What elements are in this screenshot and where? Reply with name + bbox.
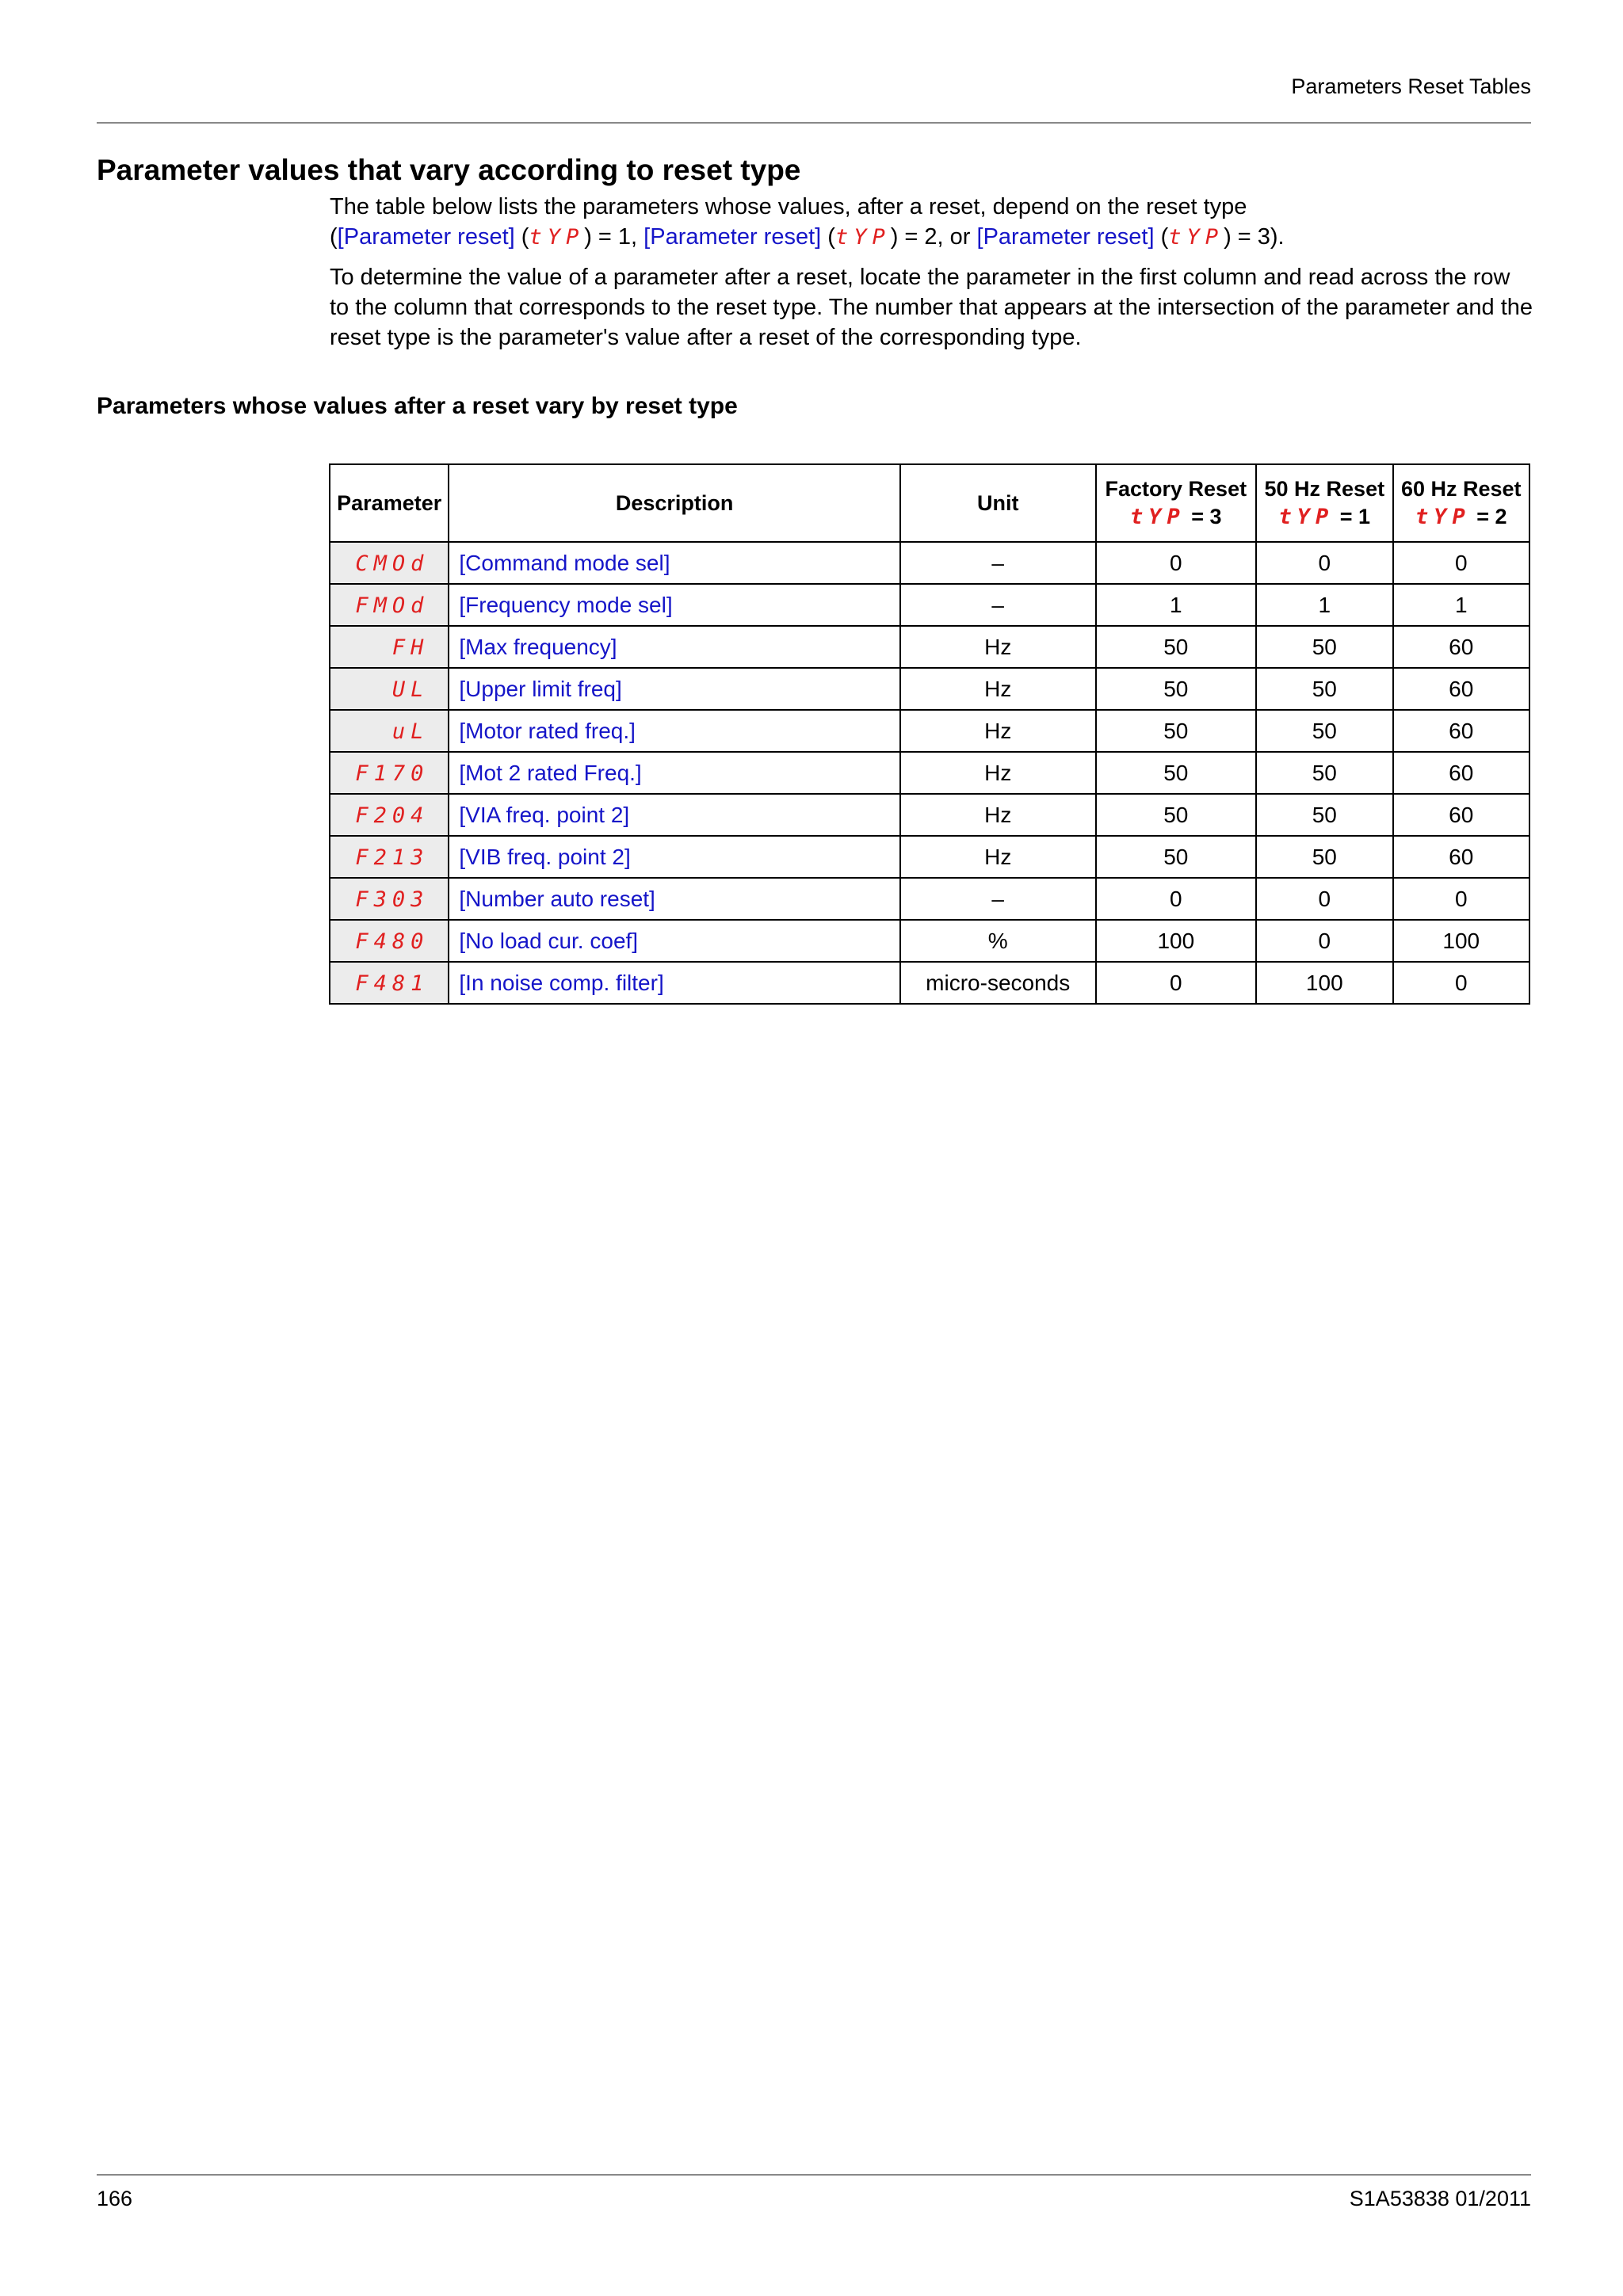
parameter-description-cell bbox=[449, 584, 900, 626]
table-row bbox=[330, 626, 1529, 668]
section-heading: Parameter values that vary according to reset type bbox=[97, 154, 801, 186]
reset-values-table bbox=[329, 463, 1530, 1005]
60hz-reset-value: 0 bbox=[1454, 550, 1468, 575]
parameter-description[interactable]: [No load cur. coef] bbox=[459, 928, 639, 953]
factory-reset-value: 50 bbox=[1163, 676, 1189, 701]
parameter-code: F204 bbox=[355, 803, 430, 828]
parameter-reset-link-1[interactable]: [Parameter reset] bbox=[337, 224, 515, 250]
parameter-code: UL bbox=[391, 677, 430, 702]
factory-reset-value: 1 bbox=[1170, 592, 1182, 617]
table-header-row bbox=[330, 464, 1529, 542]
60hz-reset-value-cell bbox=[1393, 836, 1529, 878]
unit-cell-cell bbox=[900, 542, 1096, 584]
60hz-reset-value-cell bbox=[1393, 752, 1529, 794]
parameter-description[interactable]: [VIB freq. point 2] bbox=[459, 844, 631, 869]
parameter-description-cell bbox=[449, 710, 900, 752]
50hz-reset-value: 50 bbox=[1312, 844, 1337, 869]
50hz-reset-value-cell bbox=[1256, 836, 1392, 878]
typ-code-3: tYP bbox=[1168, 225, 1224, 250]
parameter-code-cell bbox=[330, 584, 449, 626]
parameter-code: F480 bbox=[355, 929, 430, 954]
parameter-description[interactable]: [VIA freq. point 2] bbox=[459, 802, 630, 827]
60hz-reset-value: 60 bbox=[1449, 844, 1474, 869]
unit-cell-cell bbox=[900, 752, 1096, 794]
factory-reset-value: 50 bbox=[1163, 844, 1189, 869]
factory-reset-value: 50 bbox=[1163, 718, 1189, 743]
intro-line-1: The table below lists the parameters whose values, after a reset, depend on the reset type bbox=[330, 194, 1247, 219]
50hz-reset-value: 1 bbox=[1318, 592, 1331, 617]
50hz-reset-value-cell bbox=[1256, 962, 1392, 1004]
50hz-reset-value-cell bbox=[1256, 710, 1392, 752]
factory-reset-value-cell bbox=[1096, 584, 1257, 626]
factory-reset-value-cell bbox=[1096, 920, 1257, 962]
factory-reset-value-cell bbox=[1096, 836, 1257, 878]
50hz-reset-value-cell bbox=[1256, 794, 1392, 836]
parameter-description[interactable]: [Command mode sel] bbox=[459, 550, 670, 575]
50hz-reset-value: 50 bbox=[1312, 760, 1337, 785]
unit-cell-cell bbox=[900, 710, 1096, 752]
60hz-reset-value-cell bbox=[1393, 542, 1529, 584]
60hz-reset-value: 60 bbox=[1449, 760, 1474, 785]
factory-reset-value-cell bbox=[1096, 668, 1257, 710]
parameter-reset-link-3[interactable]: [Parameter reset] bbox=[976, 224, 1155, 250]
header-unit: Unit bbox=[900, 464, 1096, 542]
table-row bbox=[330, 542, 1529, 584]
parameter-description-cell bbox=[449, 542, 900, 584]
header-60hz-reset: 60 Hz Reset tYP = 2 bbox=[1393, 464, 1529, 542]
60hz-reset-value: 60 bbox=[1449, 634, 1474, 659]
typ-code: tYP bbox=[1130, 505, 1186, 529]
factory-reset-value-cell bbox=[1096, 710, 1257, 752]
header-factory-reset: Factory Reset tYP = 3 bbox=[1096, 464, 1257, 542]
parameter-description-cell bbox=[449, 962, 900, 1004]
unit-cell-cell bbox=[900, 668, 1096, 710]
table-row bbox=[330, 710, 1529, 752]
50hz-reset-value: 50 bbox=[1312, 676, 1337, 701]
50hz-reset-value-cell bbox=[1256, 878, 1392, 920]
60hz-reset-value-cell bbox=[1393, 962, 1529, 1004]
factory-reset-value-cell bbox=[1096, 626, 1257, 668]
parameter-code: FH bbox=[391, 635, 430, 660]
table-title: Parameters whose values after a reset vary by reset type bbox=[97, 393, 738, 419]
unit-cell: Hz bbox=[984, 844, 1012, 869]
unit-cell: Hz bbox=[984, 634, 1012, 659]
50hz-reset-value: 100 bbox=[1305, 970, 1343, 995]
typ-code: tYP bbox=[1415, 505, 1471, 529]
unit-cell-cell bbox=[900, 626, 1096, 668]
footer-rule bbox=[97, 2174, 1531, 2176]
parameter-code-cell bbox=[330, 626, 449, 668]
50hz-reset-value-cell bbox=[1256, 626, 1392, 668]
50hz-reset-value-cell bbox=[1256, 584, 1392, 626]
factory-reset-value: 0 bbox=[1170, 550, 1182, 575]
unit-cell: Hz bbox=[984, 676, 1012, 701]
running-header: Parameters Reset Tables bbox=[1291, 74, 1531, 98]
header-parameter: Parameter bbox=[330, 464, 449, 542]
factory-reset-value-cell bbox=[1096, 962, 1257, 1004]
parameter-description[interactable]: [Frequency mode sel] bbox=[459, 592, 673, 617]
unit-cell-cell bbox=[900, 794, 1096, 836]
parameter-description[interactable]: [Upper limit freq] bbox=[459, 676, 622, 701]
50hz-reset-value: 0 bbox=[1318, 550, 1331, 575]
parameter-code-cell bbox=[330, 836, 449, 878]
60hz-reset-value: 60 bbox=[1449, 718, 1474, 743]
parameter-code: CMOd bbox=[355, 551, 430, 576]
table-body bbox=[330, 542, 1529, 1004]
table-row bbox=[330, 794, 1529, 836]
parameter-code: FMOd bbox=[355, 593, 430, 618]
factory-reset-value-cell bbox=[1096, 752, 1257, 794]
50hz-reset-value: 0 bbox=[1318, 928, 1331, 953]
parameter-description-cell bbox=[449, 878, 900, 920]
factory-reset-value-cell bbox=[1096, 878, 1257, 920]
document-id: S1A53838 01/2011 bbox=[1349, 2187, 1531, 2210]
unit-cell: – bbox=[991, 550, 1004, 575]
50hz-reset-value-cell bbox=[1256, 668, 1392, 710]
parameter-code-cell bbox=[330, 878, 449, 920]
factory-reset-value: 0 bbox=[1170, 970, 1182, 995]
table-row bbox=[330, 962, 1529, 1004]
50hz-reset-value: 50 bbox=[1312, 802, 1337, 827]
parameter-reset-link-2[interactable]: [Parameter reset] bbox=[643, 224, 822, 250]
unit-cell-cell bbox=[900, 836, 1096, 878]
parameter-code: F170 bbox=[355, 761, 430, 786]
parameter-code-cell bbox=[330, 794, 449, 836]
table-row bbox=[330, 878, 1529, 920]
60hz-reset-value: 1 bbox=[1454, 592, 1468, 617]
parameter-code-cell bbox=[330, 920, 449, 962]
parameter-code: F213 bbox=[355, 845, 430, 870]
factory-reset-value: 50 bbox=[1163, 634, 1189, 659]
table-row bbox=[330, 668, 1529, 710]
unit-cell-cell bbox=[900, 920, 1096, 962]
60hz-reset-value: 60 bbox=[1449, 676, 1474, 701]
page-number: 166 bbox=[97, 2187, 133, 2210]
50hz-reset-value-cell bbox=[1256, 752, 1392, 794]
parameter-code: F481 bbox=[355, 971, 430, 996]
typ-code-1: tYP bbox=[529, 225, 585, 250]
unit-cell-cell bbox=[900, 584, 1096, 626]
header-50hz-reset: 50 Hz Reset tYP = 1 bbox=[1256, 464, 1392, 542]
intro-paragraph-2: To determine the value of a parameter after a reset, locate the parameter in the first column and read across the row to the column that corresponds to the reset type. The number that appears at the intersection of the parameter and the reset type is the parameter's value after a reset of the corresponding type. bbox=[330, 265, 1533, 350]
intro-text bbox=[330, 192, 1534, 362]
parameter-code: uL bbox=[391, 719, 430, 744]
table-row bbox=[330, 920, 1529, 962]
60hz-reset-value-cell bbox=[1393, 794, 1529, 836]
parameter-code-cell bbox=[330, 668, 449, 710]
parameter-code-cell bbox=[330, 710, 449, 752]
60hz-reset-value-cell bbox=[1393, 584, 1529, 626]
60hz-reset-value-cell bbox=[1393, 626, 1529, 668]
60hz-reset-value-cell bbox=[1393, 878, 1529, 920]
header-rule bbox=[97, 122, 1531, 124]
factory-reset-value: 50 bbox=[1163, 802, 1189, 827]
parameter-description[interactable]: [Max frequency] bbox=[459, 634, 617, 659]
parameter-description-cell bbox=[449, 920, 900, 962]
unit-cell: – bbox=[991, 592, 1004, 617]
header-description: Description bbox=[449, 464, 900, 542]
parameter-description-cell bbox=[449, 794, 900, 836]
parameter-code-cell bbox=[330, 542, 449, 584]
parameter-description[interactable]: [Mot 2 rated Freq.] bbox=[459, 760, 642, 785]
intro-paragraph-1: The table below lists the parameters whose values, after a reset, depend on the reset type ([Parameter reset] (tYP) = 1, [Parameter reset] (tYP) = 2, or [Parameter reset] (tYP) = 3). bbox=[330, 194, 1285, 250]
parameter-description[interactable]: [Number auto reset] bbox=[459, 886, 655, 911]
typ-code: tYP bbox=[1278, 505, 1335, 529]
unit-cell-cell bbox=[900, 962, 1096, 1004]
60hz-reset-value: 60 bbox=[1449, 802, 1474, 827]
factory-reset-value: 50 bbox=[1163, 760, 1189, 785]
parameter-description-cell bbox=[449, 668, 900, 710]
typ-code-2: tYP bbox=[834, 225, 891, 250]
parameter-description-cell bbox=[449, 626, 900, 668]
50hz-reset-value: 0 bbox=[1318, 886, 1331, 911]
unit-cell: Hz bbox=[984, 760, 1012, 785]
factory-reset-value-cell bbox=[1096, 794, 1257, 836]
parameter-code-cell bbox=[330, 962, 449, 1004]
parameter-code-cell bbox=[330, 752, 449, 794]
unit-cell-cell bbox=[900, 878, 1096, 920]
50hz-reset-value-cell bbox=[1256, 542, 1392, 584]
parameter-description-cell bbox=[449, 836, 900, 878]
unit-cell: Hz bbox=[984, 718, 1012, 743]
50hz-reset-value: 50 bbox=[1312, 634, 1337, 659]
factory-reset-value: 0 bbox=[1170, 886, 1182, 911]
unit-cell: % bbox=[987, 928, 1008, 953]
factory-reset-value-cell bbox=[1096, 542, 1257, 584]
50hz-reset-value: 50 bbox=[1312, 718, 1337, 743]
parameter-description[interactable]: [Motor rated freq.] bbox=[459, 718, 636, 743]
60hz-reset-value: 0 bbox=[1454, 886, 1468, 911]
unit-cell: Hz bbox=[984, 802, 1012, 827]
unit-cell: micro-seconds bbox=[926, 970, 1071, 995]
unit-cell: – bbox=[991, 886, 1004, 911]
60hz-reset-value-cell bbox=[1393, 920, 1529, 962]
60hz-reset-value: 100 bbox=[1442, 928, 1480, 953]
factory-reset-value: 100 bbox=[1157, 928, 1195, 953]
60hz-reset-value-cell bbox=[1393, 668, 1529, 710]
60hz-reset-value: 0 bbox=[1454, 970, 1468, 995]
60hz-reset-value-cell bbox=[1393, 710, 1529, 752]
parameter-description[interactable]: [In noise comp. filter] bbox=[459, 970, 664, 995]
table-row bbox=[330, 836, 1529, 878]
parameter-code: F303 bbox=[355, 887, 430, 912]
table-row bbox=[330, 584, 1529, 626]
50hz-reset-value-cell bbox=[1256, 920, 1392, 962]
parameter-description-cell bbox=[449, 752, 900, 794]
table-row bbox=[330, 752, 1529, 794]
